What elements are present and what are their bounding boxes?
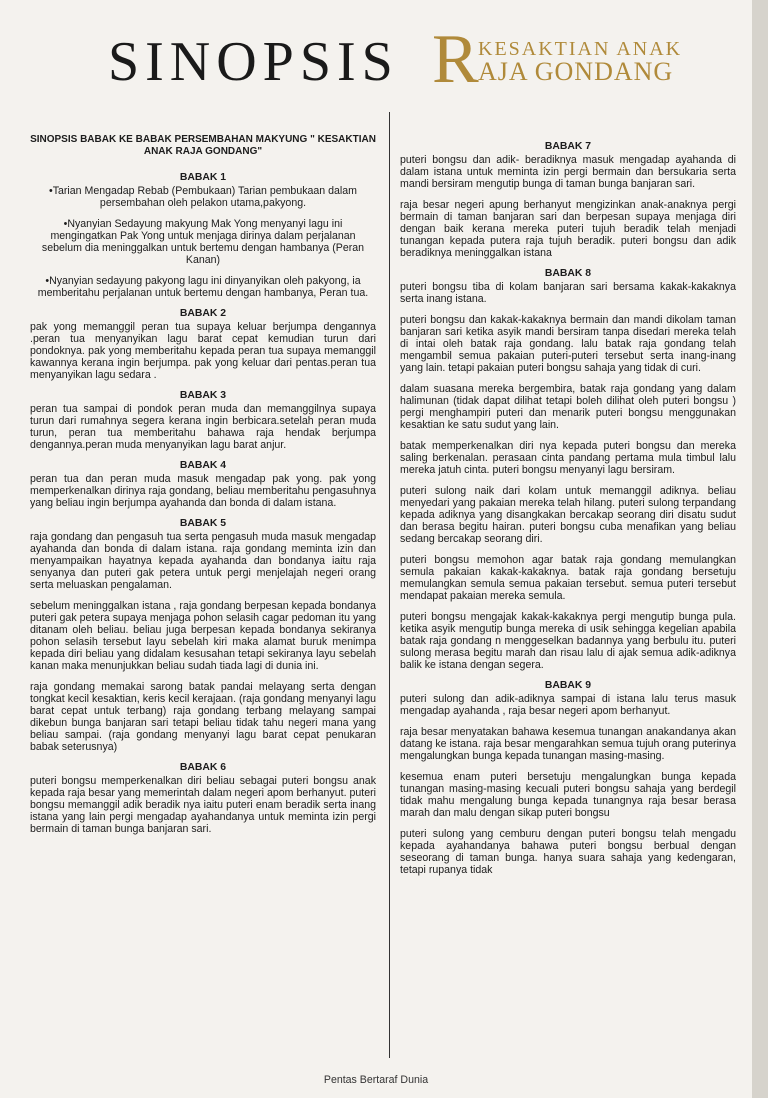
section-heading: BABAK 9 (544, 680, 592, 691)
paragraph: sebelum meninggalkan istana , raja gondang berpesan kepada bondanya puteri gak petera supaya menjaga pohon selasih cagar pedoman itu yang ditanam oleh beliau. beliau juga berpesan kepada bondanya sekiranya pohon selasih tersebut layu sebelah kiri maka alamat buruk menimpa kepada diri beliau yang didalam kesusahan tetapi sekiranya layu sebelah kanan maka menunjukkan beliau sudah tiada lagi di dunia ini. (30, 600, 376, 672)
paragraph: raja besar menyatakan bahawa kesemua tunangan anakandanya akan datang ke istana. raja besar mengarahkan semua tujuh orang puterinya mengalungkan bunga kepada tunangan masing-masing. (400, 726, 736, 762)
paragraph: dalam suasana mereka bergembira, batak raja gondang yang dalam halimunan (tidak dapat dilihat tetapi boleh dilihat oleh puteri bongsu ) pergi menghampiri puteri dan menarik puteri bongsu menggunakan kesaktian ke satu sudut yang lain. (400, 383, 736, 431)
paragraph: •Tarian Mengadap Rebab (Pembukaan) Tarian pembukaan dalam persembahan oleh pelakon utama,pakyong. (49, 185, 357, 209)
section-heading: BABAK 6 (179, 762, 227, 773)
logo-subtitle-bottom: AJA GONDANG (478, 57, 674, 86)
paragraph: puteri bongsu dan kakak-kakaknya bermain dan mandi dikolam taman banjaran sari ketika asyik mandi bersiram tanpa disedari mereka telah di intai oleh batak raja gondang. lalu batak raja gondang telah mengambil semua pakaian puteri-puteri tersebut serta inang-inang yang lain. tetapi pakaian puteri bongsu sahaja yang tidak di curi. (400, 314, 736, 374)
right-column (400, 133, 736, 885)
section-heading: BABAK 8 (544, 268, 592, 279)
page-header (0, 21, 752, 98)
paragraph: raja gondang dan pengasuh tua serta pengasuh muda masuk mengadap ayahanda dan bonda di dalam istana. raja gondang meminta izin dan menyampaikan hayatnya kepada ayahanda dan bondanya iaitu raja senyanya dan puteri gak petera untuk pergi menjelajah negeri orang serta meluaskan pengalaman. (30, 531, 376, 591)
page-footer: Pentas Bertaraf Dunia (323, 1074, 429, 1086)
paragraph: peran tua sampai di pondok peran muda dan memanggilnya supaya turun dari rumahnya segera kerana ingin berbicara.setelah peran muda turun, peran tua memberitahu bahawa raja hendak berjumpa dengannya.peran muda menyanyikan lagu barat anjur. (30, 403, 376, 451)
paragraph: kesemua enam puteri bersetuju mengalungkan bunga kepada tunangan masing-masing kecuali puteri bongsu sahaja yang berdegil tidak mahu mengalung bunga kepada tunangnya raja besar berasa marah dan malu dengan sikap puteri bongsu (400, 771, 736, 819)
page-spine (752, 0, 768, 1098)
paragraph: pak yong memanggil peran tua supaya keluar berjumpa dengannya .peran tua menyanyikan lagu barat cepat kemudian turun dari pondoknya. pak yong memberitahu kepada peran tua supaya memanggil kawannya kerana ingin berjumpa. pak yong keluar dari pentas.peran tua menyanyikan lagu sedara . (30, 321, 376, 381)
paragraph: puteri sulong yang cemburu dengan puteri bongsu telah mengadu kepada ayahandanya bahawa puteri bongsu berbual dengan seseorang di taman bunga. hanya suara sahaja yang kedengaran, tetapi rupanya tidak (400, 828, 736, 876)
section-heading: BABAK 4 (179, 460, 227, 471)
logo-initial: R (432, 21, 479, 98)
paragraph: puteri bongsu tiba di kolam banjaran sari bersama kakak-kakaknya serta inang istana. (400, 281, 736, 305)
paragraph: puteri bongsu mengajak kakak-kakaknya pergi mengutip bunga pula. ketika asyik mengutip bunga mereka di usik sehingga kegelian apabila batak raja gondang n menggeselkan badannya yang berbulu itu. puteri sulong merasa begitu marah dan risau lalu di ajak semua adik-adiknya balik ke istana dengan segera. (400, 611, 736, 671)
paragraph: puteri bongsu memohon agar batak raja gondang memulangkan semula pakaian kakak-kakaknya. batak raja gondang bersetuju memulangkan semula semua pakaian tersebut. semua puteri tersebut mendapat pakaian mereka semula. (400, 554, 736, 602)
paragraph: puteri bongsu dan adik- beradiknya masuk mengadap ayahanda di dalam istana untuk meminta izin pergi bermain dan bersukaria serta mandi bersiram mengutip bunga di taman bunga banjaran sari. (400, 154, 736, 190)
paragraph: •Nyanyian sedayung pakyong lagu ini dinyanyikan oleh pakyong, ia memberitahu perjalanan untuk bertemu dengan hambanya, Peran tua. (37, 275, 369, 299)
paragraph: peran tua dan peran muda masuk mengadap pak yong. pak yong memperkenalkan dirinya raja gondang, beliau memberitahu pengasuhnya yang beliau ingin berjumpa ayahanda dan bonda di dalam istana. (30, 473, 376, 509)
page-title: SINOPSIS (108, 31, 399, 93)
paragraph: raja besar negeri apung berhanyut mengizinkan anak-anaknya pergi bermain di taman banjaran sari dan berpesan supaya menjaga diri dengan baik kerana mereka puteri tujuh beradik telah menjadi tunangan kepada putera raja tujuh beradik. puteri bongsu dan adik beradiknya meninggalkan istana (400, 199, 736, 259)
paragraph: •Nyanyian Sedayung makyung Mak Yong menyanyi lagu ini mengingatkan Pak Yong untuk menjaga dirinya dalam perjalanan sebelum dia meninggalkan untuk bertemu dengan hambanya (Peran Kanan) (41, 218, 365, 266)
paragraph: batak memperkenalkan diri nya kepada puteri bongsu dan mereka saling berkenalan. perasaan cinta pandang pertama mula timbul lalu mereka jatuh cinta. puteri bongsu menyanyi lagu bersiram. (400, 440, 736, 476)
left-column (30, 134, 376, 844)
section-heading: BABAK 1 (179, 172, 227, 183)
section-heading: BABAK 2 (179, 308, 227, 319)
paragraph: puteri bongsu memperkenalkan diri beliau sebagai puteri bongsu anak kepada raja besar yang memerintah dalam negeri apom berhanyut. puteri bongsu memanggil adik beradik nya iaitu puteri enam beradik serta inang istana yang lain pergi mengadap ayahandanya untuk meminta izin pergi bermain di taman bunga banjaran sari. (30, 775, 376, 835)
section-heading: BABAK 3 (179, 390, 227, 401)
intro-heading: SINOPSIS BABAK KE BABAK PERSEMBAHAN MAKYUNG " KESAKTIAN ANAK RAJA GONDANG" (30, 134, 376, 157)
column-divider (389, 112, 390, 1058)
paragraph: raja gondang memakai sarong batak pandai melayang serta dengan tongkat kecil kesaktian, keris kecil kerajaan. (raja gondang menyanyi lagu barat cepat untuk terbang) raja gondang terbang melayang sampai dikebun bunga banjaran sari tetapi beliau tidak tahu negeri mana yang beliau sampai. (raja gondang menyanyi lagu barat cepat penukaran babak seterusnya) (30, 681, 376, 753)
section-heading: BABAK 5 (179, 518, 227, 529)
section-heading: BABAK 7 (544, 141, 592, 152)
paragraph: puteri sulong naik dari kolam untuk memanggil adiknya. beliau menyedari yang pakaian mereka telah hilang. puteri sulong terpandang kepada adiknya yang disangkakan bercakap seorang diri disatu sudut dan berasa begitu hairan. puteri bongsu cuba menafikan yang beliau sedang bercakap seorang diri. (400, 485, 736, 545)
logo-subtitle-top: KESAKTIAN ANAK (478, 38, 683, 60)
paragraph: puteri sulong dan adik-adiknya sampai di istana lalu terus masuk mengadap ayahanda , raja besar negeri apom berhanyut. (400, 693, 736, 717)
